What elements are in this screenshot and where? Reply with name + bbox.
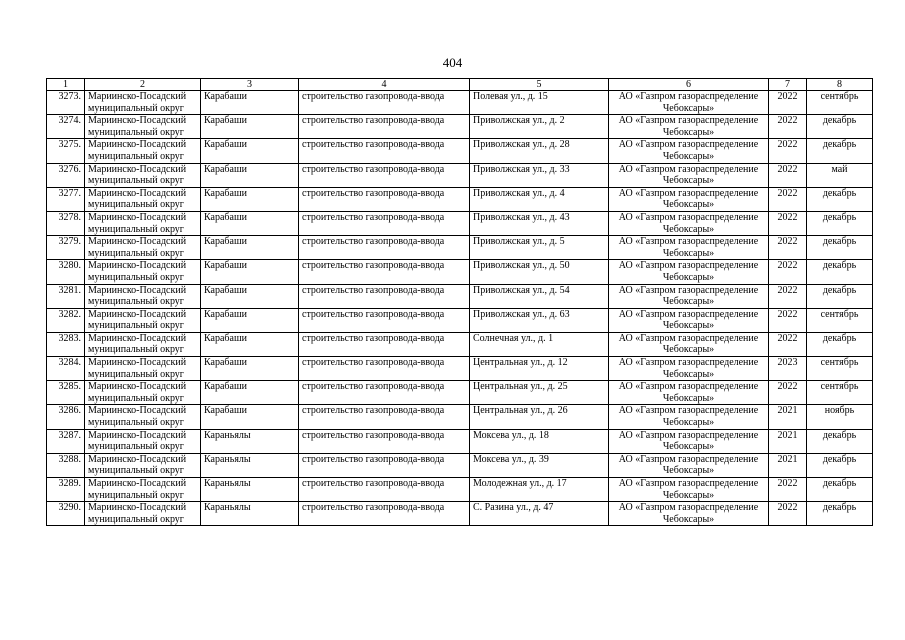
organization-cell xyxy=(609,332,769,356)
district-line: муниципальный округ xyxy=(88,223,184,235)
district-line: Мариинско-Посадский xyxy=(88,163,187,175)
address-cell: Приволжская ул., д. 28 xyxy=(470,139,609,163)
organization-cell xyxy=(609,357,769,381)
address-cell: Моксева ул., д. 18 xyxy=(470,429,609,453)
row-number-cell: 3284. xyxy=(47,357,85,381)
organization-line: Чебоксары» xyxy=(662,126,715,138)
district-line: Мариинско-Посадский xyxy=(88,502,187,514)
month-cell: декабрь xyxy=(807,478,873,502)
settlement-cell: Карабаши xyxy=(201,187,299,211)
year-cell: 2021 xyxy=(769,453,807,477)
address-cell: Центральная ул., д. 12 xyxy=(470,357,609,381)
year-cell: 2022 xyxy=(769,381,807,405)
table-row xyxy=(47,91,873,115)
table-row xyxy=(47,381,873,405)
column-header: 5 xyxy=(470,79,609,91)
district-cell xyxy=(85,236,201,260)
district-cell xyxy=(85,453,201,477)
organization-cell xyxy=(609,163,769,187)
address-cell: Центральная ул., д. 25 xyxy=(470,381,609,405)
settlement-cell: Карабаши xyxy=(201,260,299,284)
month-cell: декабрь xyxy=(807,332,873,356)
organization-line: АО «Газпром газораспределение xyxy=(618,236,759,248)
district-line: муниципальный округ xyxy=(88,126,184,138)
organization-cell xyxy=(609,211,769,235)
year-cell: 2021 xyxy=(769,429,807,453)
address-cell: Солнечная ул., д. 1 xyxy=(470,332,609,356)
month-cell: декабрь xyxy=(807,260,873,284)
year-cell: 2022 xyxy=(769,502,807,526)
organization-cell xyxy=(609,453,769,477)
table-row xyxy=(47,187,873,211)
district-cell xyxy=(85,429,201,453)
year-cell: 2021 xyxy=(769,405,807,429)
settlement-cell: Караньялы xyxy=(201,429,299,453)
organization-cell xyxy=(609,478,769,502)
district-cell xyxy=(85,381,201,405)
district-line: Мариинско-Посадский xyxy=(88,187,187,199)
page-number: 404 xyxy=(442,55,463,70)
district-line: муниципальный округ xyxy=(88,465,184,477)
district-line: Мариинско-Посадский xyxy=(88,453,187,465)
organization-line: АО «Газпром газораспределение xyxy=(618,478,759,489)
organization-cell xyxy=(609,260,769,284)
organization-line: АО «Газпром газораспределение xyxy=(618,187,759,199)
work-type-cell: строительство газопровода-ввода xyxy=(299,115,470,139)
organization-line: Чебоксары» xyxy=(662,150,715,162)
settlement-cell: Карабаши xyxy=(201,332,299,356)
table-header-row xyxy=(47,79,873,91)
table-row xyxy=(47,332,873,356)
table-row xyxy=(47,502,873,526)
address-cell: Молодежная ул., д. 17 xyxy=(470,478,609,502)
settlement-cell: Карабаши xyxy=(201,405,299,429)
organization-line: АО «Газпром газораспределение xyxy=(618,357,759,369)
gas-pipeline-registry-table xyxy=(46,78,873,526)
organization-cell xyxy=(609,187,769,211)
district-line: муниципальный округ xyxy=(88,368,184,380)
year-cell: 2022 xyxy=(769,478,807,502)
row-number-cell: 3287. xyxy=(47,429,85,453)
organization-line: АО «Газпром газораспределение xyxy=(618,453,759,465)
address-cell: Приволжская ул., д. 63 xyxy=(470,308,609,332)
table-row xyxy=(47,260,873,284)
organization-line: Чебоксары» xyxy=(662,344,715,356)
month-cell: ноябрь xyxy=(807,405,873,429)
row-number-cell: 3281. xyxy=(47,284,85,308)
address-cell: Приволжская ул., д. 2 xyxy=(470,115,609,139)
row-number-cell: 3275. xyxy=(47,139,85,163)
settlement-cell: Карабаши xyxy=(201,381,299,405)
month-cell: декабрь xyxy=(807,236,873,260)
column-header: 3 xyxy=(201,79,299,91)
work-type-cell: строительство газопровода-ввода xyxy=(299,429,470,453)
organization-line: Чебоксары» xyxy=(662,271,715,283)
district-line: муниципальный округ xyxy=(88,199,184,211)
table-row xyxy=(47,236,873,260)
district-cell xyxy=(85,211,201,235)
organization-cell xyxy=(609,284,769,308)
organization-cell xyxy=(609,139,769,163)
organization-line: Чебоксары» xyxy=(662,368,715,380)
organization-line: Чебоксары» xyxy=(662,392,715,404)
settlement-cell: Карабаши xyxy=(201,139,299,163)
table-row xyxy=(47,453,873,477)
district-cell xyxy=(85,502,201,526)
work-type-cell: строительство газопровода-ввода xyxy=(299,139,470,163)
column-header: 6 xyxy=(609,79,769,91)
district-cell xyxy=(85,187,201,211)
month-cell: декабрь xyxy=(807,502,873,526)
work-type-cell: строительство газопровода-ввода xyxy=(299,502,470,526)
district-line: Мариинско-Посадский xyxy=(88,308,187,320)
address-cell: С. Разина ул., д. 47 xyxy=(470,502,609,526)
district-line: муниципальный округ xyxy=(88,150,184,162)
address-cell: Приволжская ул., д. 33 xyxy=(470,163,609,187)
district-cell xyxy=(85,91,201,115)
row-number-cell: 3278. xyxy=(47,211,85,235)
month-cell: сентябрь xyxy=(807,357,873,381)
organization-line: Чебоксары» xyxy=(662,441,715,453)
work-type-cell: строительство газопровода-ввода xyxy=(299,453,470,477)
settlement-cell: Карабаши xyxy=(201,115,299,139)
district-cell xyxy=(85,332,201,356)
table-row xyxy=(47,139,873,163)
table-row xyxy=(47,357,873,381)
organization-line: Чебоксары» xyxy=(662,247,715,259)
district-line: Мариинско-Посадский xyxy=(88,260,187,272)
district-line: муниципальный округ xyxy=(88,247,184,259)
row-number-cell: 3290. xyxy=(47,502,85,526)
organization-line: Чебоксары» xyxy=(662,465,715,477)
district-line: Мариинско-Посадский xyxy=(88,115,187,127)
district-line: Мариинско-Посадский xyxy=(88,211,187,223)
year-cell: 2022 xyxy=(769,211,807,235)
organization-line: АО «Газпром газораспределение xyxy=(618,211,759,223)
settlement-cell: Карабаши xyxy=(201,308,299,332)
district-line: муниципальный округ xyxy=(88,441,184,453)
work-type-cell: строительство газопровода-ввода xyxy=(299,91,470,115)
row-number-cell: 3273. xyxy=(47,91,85,115)
organization-line: АО «Газпром газораспределение xyxy=(618,308,759,320)
work-type-cell: строительство газопровода-ввода xyxy=(299,405,470,429)
organization-line: Чебоксары» xyxy=(662,102,715,114)
settlement-cell: Карабаши xyxy=(201,163,299,187)
table-body xyxy=(47,91,873,526)
address-cell: Приволжская ул., д. 5 xyxy=(470,236,609,260)
district-line: Мариинско-Посадский xyxy=(88,236,187,248)
district-line: Мариинско-Посадский xyxy=(88,357,187,369)
table-row xyxy=(47,284,873,308)
year-cell: 2022 xyxy=(769,332,807,356)
district-cell xyxy=(85,357,201,381)
district-line: Мариинско-Посадский xyxy=(88,405,187,417)
work-type-cell: строительство газопровода-ввода xyxy=(299,308,470,332)
column-header: 2 xyxy=(85,79,201,91)
year-cell: 2022 xyxy=(769,115,807,139)
district-cell xyxy=(85,260,201,284)
district-line: Мариинско-Посадский xyxy=(88,478,187,489)
organization-line: АО «Газпром газораспределение xyxy=(618,139,759,151)
district-cell xyxy=(85,163,201,187)
organization-line: Чебоксары» xyxy=(662,175,715,187)
month-cell: декабрь xyxy=(807,115,873,139)
table-row xyxy=(47,211,873,235)
year-cell: 2022 xyxy=(769,187,807,211)
row-number-cell: 3276. xyxy=(47,163,85,187)
address-cell: Приволжская ул., д. 43 xyxy=(470,211,609,235)
district-line: муниципальный округ xyxy=(88,344,184,356)
work-type-cell: строительство газопровода-ввода xyxy=(299,357,470,381)
district-line: Мариинско-Посадский xyxy=(88,381,187,393)
settlement-cell: Караньялы xyxy=(201,453,299,477)
year-cell: 2022 xyxy=(769,163,807,187)
work-type-cell: строительство газопровода-ввода xyxy=(299,284,470,308)
organization-line: Чебоксары» xyxy=(662,513,715,525)
organization-line: Чебоксары» xyxy=(662,199,715,211)
work-type-cell: строительство газопровода-ввода xyxy=(299,260,470,284)
month-cell: сентябрь xyxy=(807,91,873,115)
address-cell: Центральная ул., д. 26 xyxy=(470,405,609,429)
settlement-cell: Карабаши xyxy=(201,357,299,381)
column-header: 1 xyxy=(47,79,85,91)
table-row xyxy=(47,308,873,332)
column-header: 4 xyxy=(299,79,470,91)
district-line: Мариинско-Посадский xyxy=(88,284,187,296)
district-line: Мариинско-Посадский xyxy=(88,139,187,151)
district-line: муниципальный округ xyxy=(88,392,184,404)
district-line: муниципальный округ xyxy=(88,417,184,429)
organization-line: АО «Газпром газораспределение xyxy=(618,115,759,127)
year-cell: 2022 xyxy=(769,91,807,115)
row-number-cell: 3286. xyxy=(47,405,85,429)
work-type-cell: строительство газопровода-ввода xyxy=(299,381,470,405)
organization-line: АО «Газпром газораспределение xyxy=(618,284,759,296)
district-cell xyxy=(85,308,201,332)
month-cell: декабрь xyxy=(807,187,873,211)
row-number-cell: 3289. xyxy=(47,478,85,502)
address-cell: Приволжская ул., д. 54 xyxy=(470,284,609,308)
organization-line: АО «Газпром газораспределение xyxy=(618,381,759,393)
district-cell xyxy=(85,284,201,308)
table-row xyxy=(47,478,873,502)
work-type-cell: строительство газопровода-ввода xyxy=(299,187,470,211)
year-cell: 2023 xyxy=(769,357,807,381)
address-cell: Моксева ул., д. 39 xyxy=(470,453,609,477)
settlement-cell: Карабаши xyxy=(201,91,299,115)
settlement-cell: Карабаши xyxy=(201,284,299,308)
settlement-cell: Карабаши xyxy=(201,211,299,235)
district-line: Мариинско-Посадский xyxy=(88,91,187,102)
month-cell: декабрь xyxy=(807,211,873,235)
organization-line: Чебоксары» xyxy=(662,223,715,235)
month-cell: декабрь xyxy=(807,139,873,163)
row-number-cell: 3274. xyxy=(47,115,85,139)
organization-line: АО «Газпром газораспределение xyxy=(618,163,759,175)
district-line: муниципальный округ xyxy=(88,513,184,525)
organization-line: АО «Газпром газораспределение xyxy=(618,405,759,417)
month-cell: май xyxy=(807,163,873,187)
year-cell: 2022 xyxy=(769,260,807,284)
district-line: Мариинско-Посадский xyxy=(88,332,187,344)
month-cell: декабрь xyxy=(807,284,873,308)
row-number-cell: 3288. xyxy=(47,453,85,477)
district-cell xyxy=(85,115,201,139)
work-type-cell: строительство газопровода-ввода xyxy=(299,236,470,260)
address-cell: Приволжская ул., д. 4 xyxy=(470,187,609,211)
column-header: 8 xyxy=(807,79,873,91)
row-number-cell: 3283. xyxy=(47,332,85,356)
organization-cell xyxy=(609,308,769,332)
month-cell: сентябрь xyxy=(807,308,873,332)
row-number-cell: 3285. xyxy=(47,381,85,405)
row-number-cell: 3279. xyxy=(47,236,85,260)
month-cell: сентябрь xyxy=(807,381,873,405)
organization-cell xyxy=(609,91,769,115)
month-cell: декабрь xyxy=(807,429,873,453)
district-line: муниципальный округ xyxy=(88,102,184,114)
district-line: муниципальный округ xyxy=(88,489,184,501)
organization-cell xyxy=(609,502,769,526)
year-cell: 2022 xyxy=(769,284,807,308)
organization-cell xyxy=(609,236,769,260)
settlement-cell: Карабаши xyxy=(201,236,299,260)
table-row xyxy=(47,163,873,187)
organization-line: Чебоксары» xyxy=(662,296,715,308)
district-cell xyxy=(85,478,201,502)
work-type-cell: строительство газопровода-ввода xyxy=(299,332,470,356)
district-line: муниципальный округ xyxy=(88,320,184,332)
work-type-cell: строительство газопровода-ввода xyxy=(299,478,470,502)
address-cell: Приволжская ул., д. 50 xyxy=(470,260,609,284)
address-cell: Полевая ул., д. 15 xyxy=(470,91,609,115)
table-row xyxy=(47,115,873,139)
organization-cell xyxy=(609,115,769,139)
row-number-cell: 3277. xyxy=(47,187,85,211)
organization-cell xyxy=(609,429,769,453)
organization-cell xyxy=(609,381,769,405)
year-cell: 2022 xyxy=(769,236,807,260)
table-row xyxy=(47,405,873,429)
year-cell: 2022 xyxy=(769,308,807,332)
district-line: муниципальный округ xyxy=(88,271,184,283)
organization-line: Чебоксары» xyxy=(662,417,715,429)
table-row xyxy=(47,429,873,453)
organization-line: Чебоксары» xyxy=(662,320,715,332)
organization-line: АО «Газпром газораспределение xyxy=(618,91,759,102)
settlement-cell: Караньялы xyxy=(201,478,299,502)
settlement-cell: Караньялы xyxy=(201,502,299,526)
organization-line: АО «Газпром газораспределение xyxy=(618,332,759,344)
district-cell xyxy=(85,405,201,429)
organization-line: Чебоксары» xyxy=(662,489,715,501)
organization-cell xyxy=(609,405,769,429)
year-cell: 2022 xyxy=(769,139,807,163)
work-type-cell: строительство газопровода-ввода xyxy=(299,163,470,187)
column-header: 7 xyxy=(769,79,807,91)
row-number-cell: 3282. xyxy=(47,308,85,332)
organization-line: АО «Газпром газораспределение xyxy=(618,260,759,272)
district-line: муниципальный округ xyxy=(88,296,184,308)
district-line: муниципальный округ xyxy=(88,175,184,187)
month-cell: декабрь xyxy=(807,453,873,477)
district-line: Мариинско-Посадский xyxy=(88,429,187,441)
organization-line: АО «Газпром газораспределение xyxy=(618,502,759,514)
row-number-cell: 3280. xyxy=(47,260,85,284)
organization-line: АО «Газпром газораспределение xyxy=(618,429,759,441)
work-type-cell: строительство газопровода-ввода xyxy=(299,211,470,235)
district-cell xyxy=(85,139,201,163)
